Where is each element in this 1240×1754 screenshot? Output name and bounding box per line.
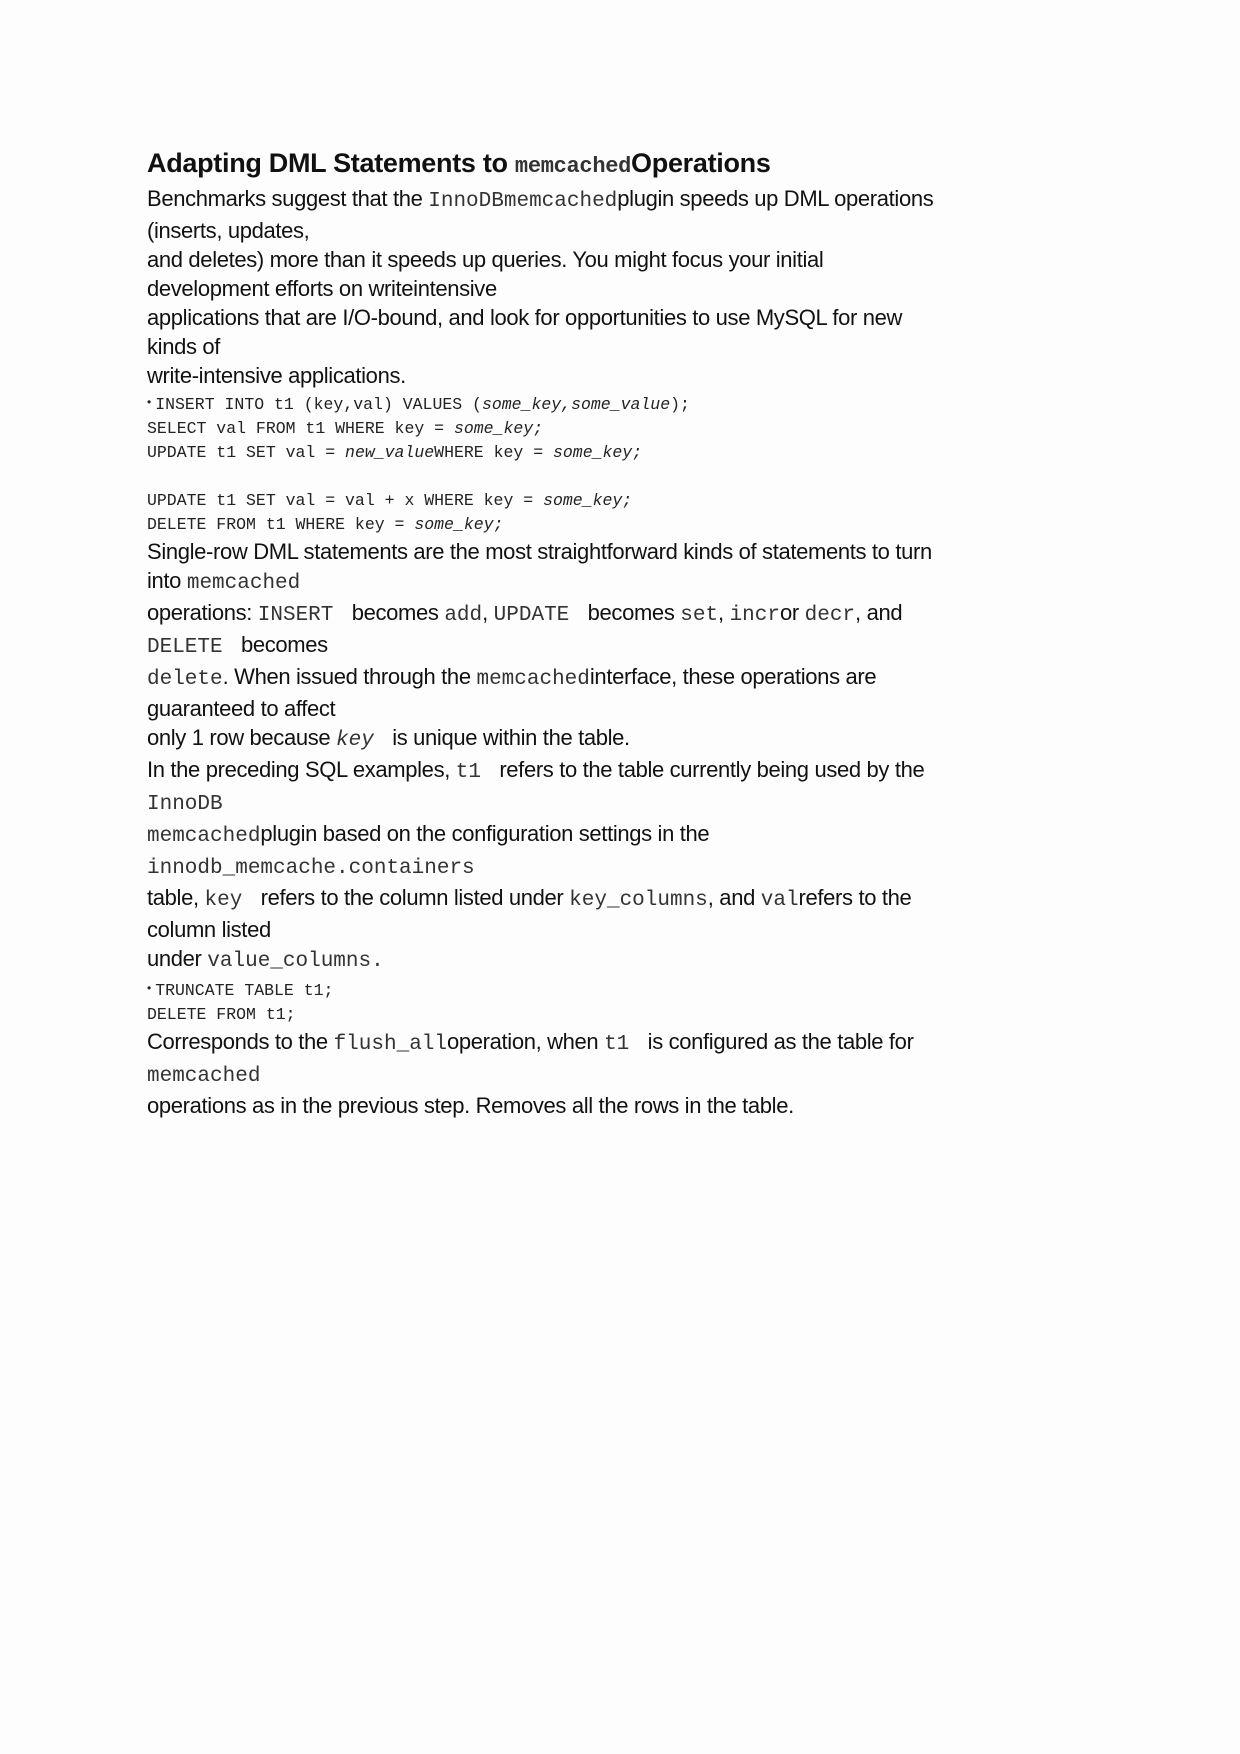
text-run: table, xyxy=(147,885,205,910)
text-line xyxy=(147,245,1107,274)
paragraph xyxy=(147,537,1107,976)
text-line xyxy=(147,787,1107,819)
inline-code: key xyxy=(204,889,255,912)
text-run: , and xyxy=(707,885,761,910)
inline-code: decr xyxy=(804,604,856,627)
text-run: Benchmarks suggest that the xyxy=(147,186,429,211)
text-run: guaranteed to affect xyxy=(147,696,336,721)
text-run: some_key; xyxy=(543,491,633,510)
text-line xyxy=(147,915,1107,944)
inline-code: add xyxy=(444,604,483,627)
text-run: plugin speeds up DML operations xyxy=(617,186,934,211)
text-run: Operations xyxy=(631,148,771,178)
text-line xyxy=(147,566,1107,598)
text-run: , xyxy=(482,600,494,625)
text-run: and deletes) more than it speeds up queries. You might focus your initial xyxy=(147,247,824,272)
text-line xyxy=(147,274,1107,303)
code-line xyxy=(147,489,1107,513)
bullet-icon: • xyxy=(147,981,152,995)
inline-code: memcached xyxy=(147,1065,261,1088)
text-line xyxy=(147,216,1107,245)
text-run: UPDATE t1 SET val = val + x WHERE key = xyxy=(147,491,544,510)
code-block xyxy=(147,390,1107,537)
text-run: TRUNCATE TABLE t1; xyxy=(155,981,334,1000)
code-line xyxy=(147,513,1107,537)
text-run: operations as in the previous step. Removes all the rows in the table. xyxy=(147,1093,794,1118)
text-run: . When issued through the xyxy=(222,664,477,689)
text-run: development efforts on writeintensive xyxy=(147,276,497,301)
code-line xyxy=(147,417,1107,441)
inline-code: memcached xyxy=(514,154,632,179)
inline-code: UPDATE xyxy=(493,604,582,627)
text-run: applications that are I/O-bound, and look for opportunities to use MySQL for new xyxy=(147,305,903,330)
inline-code: set xyxy=(680,604,719,627)
text-line xyxy=(147,755,1107,787)
document-body xyxy=(147,184,1107,1120)
text-line xyxy=(147,1059,1107,1091)
code-line xyxy=(147,390,1107,417)
text-line xyxy=(147,537,1107,566)
code-line xyxy=(147,465,1107,489)
text-run: plugin based on the configuration settings in the xyxy=(260,821,710,846)
text-line xyxy=(147,184,1107,216)
text-run: UPDATE t1 SET val = xyxy=(147,443,346,462)
text-run: becomes xyxy=(345,600,445,625)
text-line xyxy=(147,662,1107,694)
inline-code: flush_all xyxy=(333,1033,447,1056)
text-run: WHERE key = xyxy=(434,443,553,462)
text-run: refers to the xyxy=(798,885,912,910)
text-run: is configured as the table for xyxy=(641,1029,914,1054)
inline-code: InnoDB xyxy=(147,793,223,816)
text-run: ); xyxy=(670,395,690,414)
text-run: is unique within the table. xyxy=(386,725,630,750)
inline-code: memcached xyxy=(476,668,590,691)
code-block xyxy=(147,976,1107,1027)
inline-code: value_columns. xyxy=(207,950,384,973)
inline-code: val xyxy=(760,889,799,912)
text-line xyxy=(147,1091,1107,1120)
text-run: DELETE FROM t1 WHERE key = xyxy=(147,515,415,534)
text-line xyxy=(147,361,1107,390)
text-run: refers to the column listed under xyxy=(254,885,570,910)
text-run: interface, these operations are xyxy=(589,664,877,689)
inline-code: DELETE xyxy=(147,636,236,659)
text-run: some_key,some_value xyxy=(481,395,671,414)
inline-code: memcached xyxy=(186,572,301,595)
inline-code: memcached xyxy=(147,825,261,848)
text-run: Adapting DML Statements to xyxy=(147,148,515,178)
inline-code: t1 xyxy=(455,761,494,784)
text-line xyxy=(147,883,1107,915)
text-line xyxy=(147,944,1107,976)
inline-code: InnoDBmemcached xyxy=(428,190,618,213)
text-run: becomes xyxy=(581,600,681,625)
text-run: kinds of xyxy=(147,334,221,359)
inline-code: INSERT xyxy=(257,604,346,627)
text-line xyxy=(147,851,1107,883)
inline-code: incr xyxy=(729,604,780,627)
inline-code: delete xyxy=(147,668,223,691)
text-run: , and xyxy=(855,600,903,625)
document-page xyxy=(147,146,1107,1120)
paragraph xyxy=(147,1027,1107,1120)
text-run: (inserts, updates, xyxy=(147,218,310,243)
text-run: SELECT val FROM t1 WHERE key = xyxy=(147,419,454,438)
paragraph xyxy=(147,184,1107,390)
text-run: becomes xyxy=(235,632,328,657)
text-line xyxy=(147,630,1107,662)
text-line xyxy=(147,1027,1107,1059)
text-run: into xyxy=(147,568,187,593)
code-line xyxy=(147,976,1107,1003)
text-line xyxy=(147,303,1107,332)
text-run: refers to the table currently being used by the xyxy=(493,757,925,782)
text-run: column listed xyxy=(147,917,271,942)
text-run: some_key; xyxy=(453,419,544,438)
text-run: or xyxy=(780,600,805,625)
text-run: DELETE FROM t1; xyxy=(147,1005,296,1024)
text-line xyxy=(147,598,1107,630)
code-line xyxy=(147,441,1107,465)
text-run: INSERT INTO t1 (key,val) VALUES ( xyxy=(155,395,482,414)
text-run: operation, when xyxy=(447,1029,605,1054)
text-line xyxy=(147,694,1107,723)
code-line xyxy=(147,1003,1107,1027)
text-line xyxy=(147,723,1107,755)
text-run: under xyxy=(147,946,208,971)
text-run: Single-row DML statements are the most straightforward kinds of statements to turn xyxy=(147,539,932,564)
text-line xyxy=(147,332,1107,361)
text-run: write-intensive applications. xyxy=(147,363,406,388)
text-run: , xyxy=(718,600,730,625)
text-run: operations: xyxy=(147,600,258,625)
text-run: new_value xyxy=(345,443,435,462)
text-run: some_key; xyxy=(414,515,504,534)
text-line xyxy=(147,819,1107,851)
text-run: In the preceding SQL examples, xyxy=(147,757,456,782)
inline-code: innodb_memcache.containers xyxy=(147,857,475,880)
bullet-icon: • xyxy=(147,395,152,409)
text-run: Corresponds to the xyxy=(147,1029,334,1054)
document-title xyxy=(147,146,1107,184)
inline-code: key_columns xyxy=(569,889,708,912)
inline-code: t1 xyxy=(604,1033,642,1056)
inline-code: key xyxy=(336,729,387,752)
text-run: only 1 row because xyxy=(147,725,337,750)
text-run: some_key; xyxy=(553,443,643,462)
